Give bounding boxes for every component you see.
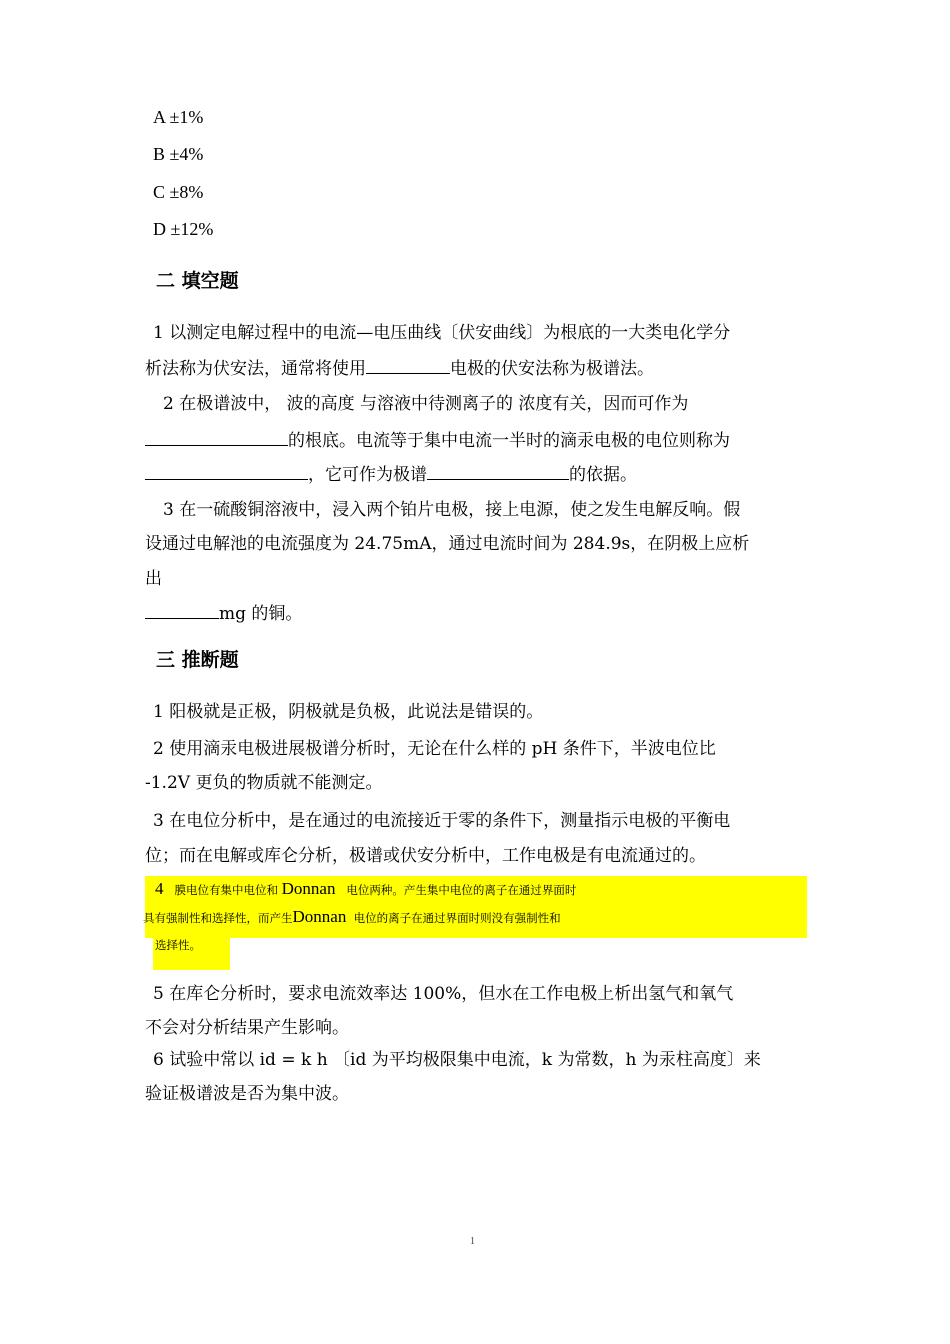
s3-q4-donnan-1: Donnan bbox=[281, 879, 336, 898]
s3-q4-text-a: 膜电位有集中电位和 bbox=[174, 883, 278, 897]
s2-q3-text-b: mg 的铜。 bbox=[219, 604, 303, 624]
s3-q4-text-f: 电位的离子在通过界面时则没有强制性和 bbox=[353, 911, 561, 925]
s3-q2-line2: -1.2V 更负的物质就不能测定。 bbox=[145, 773, 383, 793]
s3-q1: 1 阳极就是正极，阴极就是负极，此说法是错误的。 bbox=[153, 702, 544, 722]
s2-q2-text-d: 的依据。 bbox=[569, 465, 637, 485]
s2-q3-line4 bbox=[145, 601, 302, 626]
s3-q5-line1: 5 在库仑分析时，要求电流效率达 100%，但水在工作电极上析出氢气和氧气 bbox=[153, 984, 734, 1004]
s3-q4-line2 bbox=[143, 908, 561, 927]
s3-q3-line1: 3 在电位分析中，是在通过的电流接近于零的条件下，测量指示电极的平衡电 bbox=[153, 811, 731, 831]
answer-blank bbox=[427, 462, 569, 480]
section-title-fill-blank: 二 填空题 bbox=[156, 270, 239, 292]
s3-q3-line2: 位；而在电解或库仑分析，极谱或伏安分析中，工作电极是有电流通过的。 bbox=[145, 846, 706, 866]
option-a: A ±1% bbox=[153, 107, 204, 127]
section-title-judgement: 三 推断题 bbox=[156, 649, 239, 671]
s3-q4-text-c: 电位两种。产生集中电位的离子在通过界面时 bbox=[346, 883, 577, 897]
option-c: C ±8% bbox=[153, 182, 204, 202]
s2-q1-text-b: 电极的伏安法称为极谱法。 bbox=[450, 359, 654, 379]
s2-q1-text-a: 析法称为伏安法，通常将使用 bbox=[145, 359, 366, 379]
s2-q1-line1: 1 以测定电解过程中的电流—电压曲线〔伏安曲线〕为根底的一大类电化学分 bbox=[153, 323, 731, 343]
s3-q4-line3: 选择性。 bbox=[155, 938, 201, 952]
s2-q2-line1: 2 在极谱波中， 波的高度 与溶液中待测离子的 浓度有关，因而可作为 bbox=[163, 394, 689, 414]
s3-q4-number: 4 bbox=[155, 879, 164, 898]
s3-q6-line2: 验证极谱波是否为集中波。 bbox=[145, 1084, 349, 1104]
s2-q3-line3: 出 bbox=[145, 569, 162, 589]
s2-q2-line2 bbox=[145, 428, 730, 453]
s3-q5-line2: 不会对分析结果产生影响。 bbox=[145, 1018, 349, 1038]
s2-q2-line3 bbox=[145, 462, 637, 487]
s2-q1-line2 bbox=[145, 356, 654, 381]
s3-q4-donnan-2: Donnan bbox=[292, 907, 347, 926]
s3-q6-line1: 6 试验中常以 id = k h 〔id 为平均极限集中电流，k 为常数，h 为汞柱高度〕来 bbox=[153, 1050, 761, 1070]
answer-blank bbox=[366, 356, 450, 374]
option-d: D ±12% bbox=[153, 219, 214, 239]
s2-q3-line2: 设通过电解池的电流强度为 24.75mA，通过电流时间为 284.9s，在阴极上应析 bbox=[145, 534, 750, 554]
s2-q2-text-c: ，它可作为极谱 bbox=[308, 465, 427, 485]
page-number: 1 bbox=[470, 1236, 475, 1247]
answer-blank bbox=[145, 462, 308, 480]
s2-q2-text-b: 的根底。电流等于集中电流一半时的滴汞电极的电位则称为 bbox=[288, 431, 730, 451]
answer-blank bbox=[145, 428, 288, 446]
option-b: B ±4% bbox=[153, 144, 204, 164]
s3-q4-line1 bbox=[155, 880, 576, 899]
s2-q3-line1: 3 在一硫酸铜溶液中，浸入两个铂片电极，接上电源，使之发生电解反响。假 bbox=[163, 500, 741, 520]
answer-blank bbox=[145, 601, 219, 619]
s3-q4-text-d: 具有强制性和选择性，而产生 bbox=[143, 911, 293, 925]
s3-q2-line1: 2 使用滴汞电极进展极谱分析时，无论在什么样的 pH 条件下，半波电位比 bbox=[153, 739, 716, 759]
